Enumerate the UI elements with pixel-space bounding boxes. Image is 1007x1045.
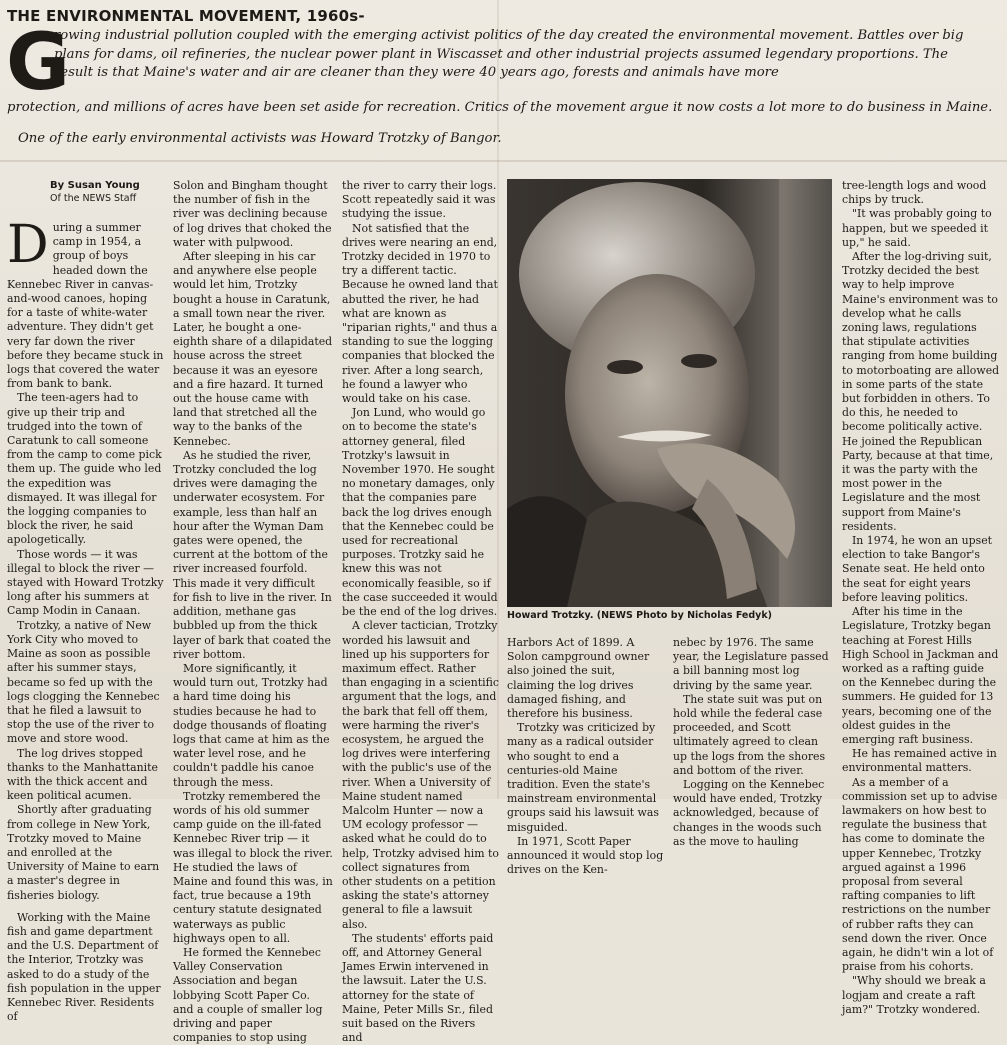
intro-lead-sentence: One of the early environmental activists was Howard Trotzky of Bangor. xyxy=(18,131,502,146)
byline-author: By Susan Young xyxy=(50,180,140,191)
article-paragraph: Trotzky, a native of New York City who moved to Maine as soon as possible after his summer stays, became so fed up with the logs clogging the Kennebec that he filed a lawsuit to stop the use of the river to move and store wood. xyxy=(7,618,160,746)
article-paragraph: He formed the Kennebec Valley Conservation Association and began lobbying Scott Paper Co. and a couple of smaller log driving and paper companies to stop using xyxy=(173,945,323,1045)
article-paragraph: "Why should we break a logjam and create a raft jam?" Trotzky wondered. xyxy=(842,974,986,1016)
article-paragraph: nebec by 1976. The same year, the Legislature passed a bill banning most log driving by the same year. xyxy=(673,636,829,692)
article-column-6 xyxy=(842,179,1000,1017)
article-paragraph: Solon and Bingham thought the number of fish in the river was declining because of log drives that choked the water with pulpwood. xyxy=(173,179,332,249)
article-paragraph: The log drives stopped thanks to the Manhattanite with the thick accent and keen political acumen. xyxy=(7,746,158,803)
article-paragraph: Harbors Act of 1899. A Solon campground owner also joined the suit, claiming the log drives damaged fishing, and therefore his business. xyxy=(507,636,650,721)
byline-desk: Of the NEWS Staff xyxy=(50,193,137,204)
intro-paragraph-continued: protection, and millions of acres have been set aside for recreation. Critics of the movement argue it now costs a lot more to do business in Maine. xyxy=(7,100,993,115)
article-column-5 xyxy=(673,636,833,849)
article-paragraph: In 1974, he won an upset election to take Bangor's Senate seat. He held onto the seat for eight years before leaving politics. xyxy=(842,534,993,604)
article-paragraph: The teen-agers had to give up their trip and trudged into the town of Caratunk to call someone from the camp to come pick them up. The guide who led the expedition was dismayed. It was illegal for the logging companies to block the river, he said apologetically. xyxy=(7,391,162,547)
intro-paragraph: rowing industrial pollution coupled with the emerging activist politics of the day created the environmental movement. Battles over big plans for dams, oil refineries, the nuclear power plant in Wiscasset and other industrial projects assumed legendary proportions. The result is that Maine's water and air are cleaner than they were 40 years ago, forests and animals have more xyxy=(54,28,964,81)
article-paragraph: A clever tactician, Trotzky worded his lawsuit and lined up his supporters for maximum effect. Rather than engaging in a scientific argument that the logs, and the bark that fell off them, were harming the river's ecosystem, he argued the log drives were interfering with the public's use of the river. When a University of Maine student named Malcolm Hunter — now a UM ecology professor — asked what he could do to help, Trotzky advised him to collect signatures from other students on a petition asking the state's attorney general to file a lawsuit also. xyxy=(342,619,499,931)
article-paragraph: After the log-driving suit, Trotzky decided the best way to help improve Maine's environment was to develop what he calls zoning laws, regulations that stipulate activities ranging from home building to motorboating are allowed in some parts of the state but forbidden in others. To do this, he needed to become politically active. He joined the Republican Party, because at that time, it was the party with the most power in the Legislature and the most support from Maine's residents. xyxy=(842,250,1000,533)
article-paragraph: Trotzky remembered the words of his old summer camp guide on the ill-fated Kennebec River trip — it was illegal to block the river. He studied the laws of Maine and found this was, in fact, true because a 19th century statute designated waterways as public highways open to all. xyxy=(173,789,333,945)
article-paragraph: Those words — it was illegal to block the river — stayed with Howard Trotzky long after his summers at Camp Modin in Canaan. xyxy=(7,547,164,618)
fold-crease-horizontal xyxy=(0,160,1007,162)
portrait-photo-illustration xyxy=(507,179,832,607)
article-paragraph: Jon Lund, who would go on to become the state's attorney general, filed Trotzky's lawsuit in November 1970. He sought no monetary damages, only that the companies pare back the log drives enough that the Kennebec could be used for recreational purposes. Trotzky said he knew this was not economically feasible, so if the case succeeded it would be the end of the log drives. xyxy=(342,406,498,619)
article-column-2 xyxy=(173,179,333,1045)
article-paragraph: the river to carry their logs. Scott repeatedly said it was studying the issue. xyxy=(342,179,497,221)
headline: THE ENVIRONMENTAL MOVEMENT, 1960s- xyxy=(7,7,365,25)
article-paragraph: After his time in the Legislature, Trotzky began teaching at Forest Hills High School in Jackman and worked as a rafting guide on the Kennebec during the summers. He guided for 13 years, becoming one of the oldest guides in the emerging raft business. xyxy=(842,605,999,746)
article-paragraph: The students' efforts paid off, and Attorney General James Erwin intervened in the lawsuit. Later the U.S. attorney for the state of Maine, Peter Mills Sr., filed suit based on the Rivers and xyxy=(342,931,494,1045)
article-paragraph: tree-length logs and wood chips by truck. xyxy=(842,179,987,207)
article-paragraph: The state suit was put on hold while the federal case proceeded, and Scott ultimately agreed to clean up the logs from the shores and bottom of the river. xyxy=(673,692,826,777)
article-paragraph: Trotzky was criticized by many as a radical outsider who sought to end a centuries-old Maine tradition. Even the state's mainstream environmental groups said his lawsuit was misguided. xyxy=(507,721,659,834)
article-paragraph: Not satisfied that the drives were nearing an end, Trotzky decided in 1970 to try a different tactic. Because he owned land that abutted the river, he had what are known as "riparian rights," and thus a standing to sue the logging companies that blocked the river. After a long search, he found a lawyer who would take on his case. xyxy=(342,221,498,406)
intro-drop-cap: G xyxy=(6,18,71,108)
article-paragraph: He has remained active in environmental matters. xyxy=(842,747,997,775)
article-paragraph: More significantly, it would turn out, Trotzky had a hard time doing his studies because he had to dodge thousands of floating logs that came at him as the water level rose, and he couldn't paddle his canoe through the mess. xyxy=(173,661,330,789)
article-column-3 xyxy=(342,179,499,1045)
article-paragraph: During a summer camp in 1954, a group of boys headed down the Kennebec River in canvas-and-wood canoes, hoping for a taste of white-water adventure. They didn't get very far down the river before they became stuck in logs that covered the water from bank to bank. xyxy=(7,215,164,391)
article-paragraph: As a member of a commission set up to advise lawmakers on how best to regulate the business that has come to dominate the upper Kennebec, Trotzky argued against a 1996 proposal from several rafting companies to lift restrictions on the number of rubber rafts they can send down the river. Once again, he didn't win a lot of praise from his cohorts. xyxy=(842,775,998,974)
article-column-1 xyxy=(7,179,164,1024)
article-drop-cap: D xyxy=(7,215,49,275)
article-paragraph: "It was probably going to happen, but we speeded it up," he said. xyxy=(842,207,992,249)
byline xyxy=(7,179,164,205)
photo-caption: Howard Trotzky. (NEWS Photo by Nicholas Fedyk) xyxy=(507,610,773,621)
article-column-4 xyxy=(507,636,665,877)
article-paragraph: Logging on the Kennebec would have ended, Trotzky acknowledged, because of changes in the woods such as the move to hauling xyxy=(673,778,825,848)
article-paragraph: As he studied the river, Trotzky concluded the log drives were damaging the underwater ecosystem. For example, less than half an hour after the Wyman Dam gates were opened, the current at the bottom of the river increased fourfold. This made it very difficult for fish to live in the river. In addition, methane gas bubbled up from the thick layer of bark that coated the river bottom. xyxy=(173,448,332,661)
article-paragraph: Working with the Maine fish and game department and the U.S. Department of the Interior, Trotzky was asked to do a study of the fish population in the upper Kennebec River. Residents of xyxy=(7,910,161,1024)
article-paragraph: In 1971, Scott Paper announced it would stop log drives on the Ken- xyxy=(507,834,664,877)
portrait-photo xyxy=(507,179,832,607)
article-paragraph: Shortly after graduating from college in New York, Trotzky moved to Maine and enrolled at the University of Maine to earn a master's degree in fisheries biology. xyxy=(7,803,160,902)
article-paragraph: After sleeping in his car and anywhere else people would let him, Trotzky bought a house in Caratunk, a small town near the river. Later, he bought a one-eighth share of a dilapidated house across the street because it was an eyesore and a fire hazard. It turned out the house came with land that stretched all the way to the banks of the Kennebec. xyxy=(173,250,333,448)
